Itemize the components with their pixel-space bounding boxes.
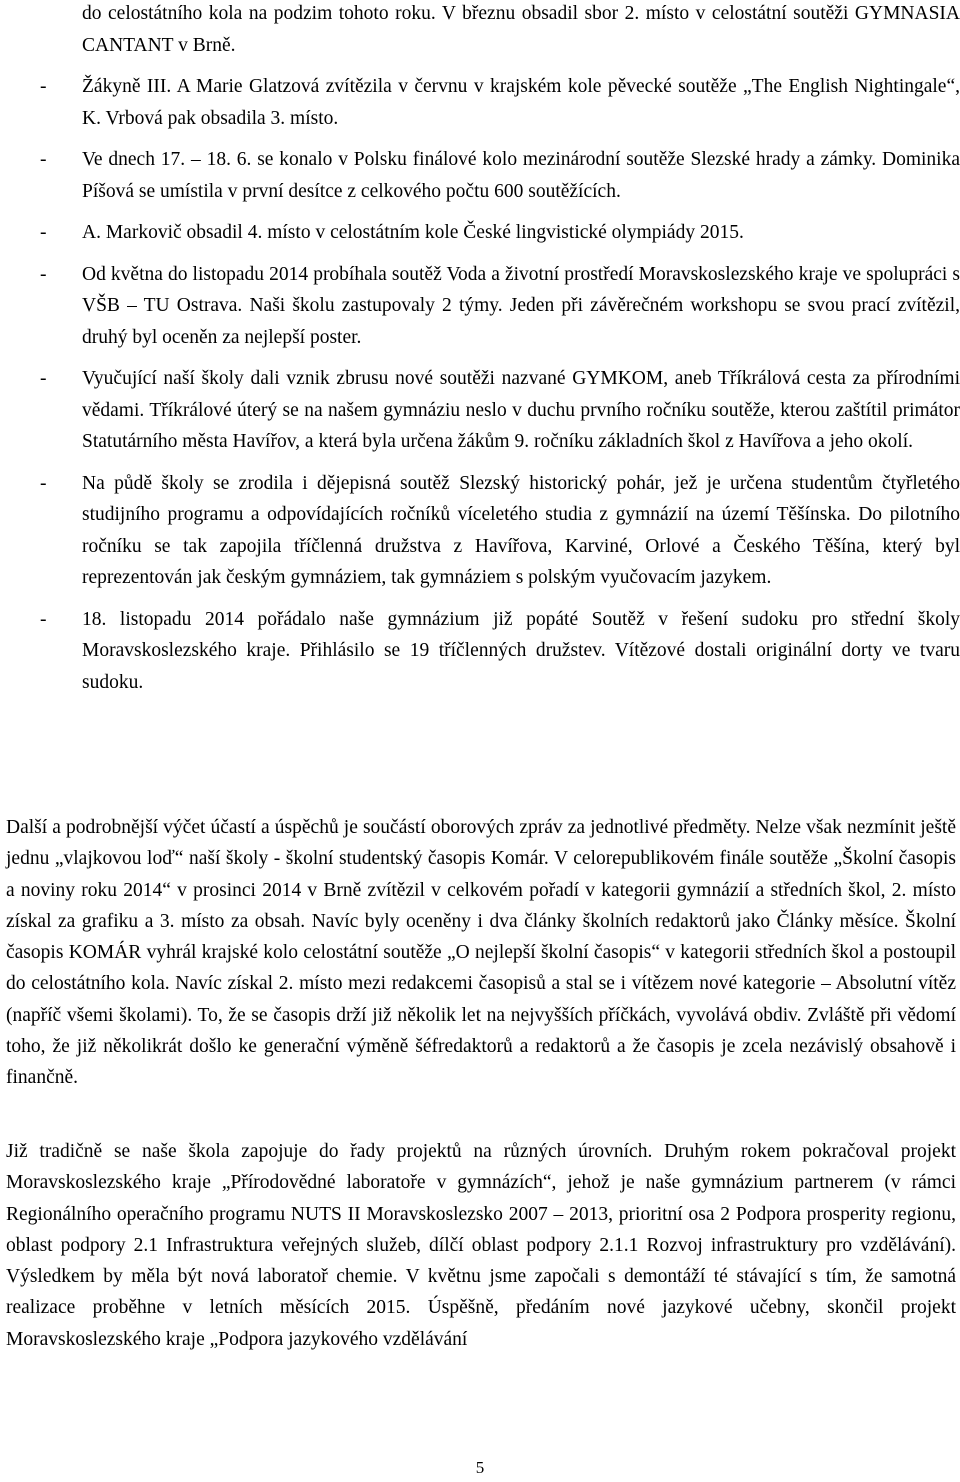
list-dash: - [40,368,47,389]
list-item [36,71,960,134]
list-item [36,217,960,249]
achievement-list [36,0,960,698]
paragraph-projects: Již tradičně se naše škola zapojuje do řady projektů na různých úrovních. Druhým rokem pokračoval projekt Moravskoslezského kraje „Přírodovědné laboratoře v gymnázích“, jehož je naše gymnázium partnerem (v rámci Regionálního operačního programu NUTS II Moravskoslezsko 2007 – 2013, prioritní osa 2 Podpora prosperity regionu, oblast podpory 2.1 Infrastruktura veřejných služeb, dílčí oblast podpory 2.1.1 Rozvoj infrastruktury pro vzdělávání). Výsledkem by měla být nová laboratoř chemie. V květnu jsme započali s demontáží té stávající s tím, že samotná realizace proběhne v letních měsících 2015. Úspěšně, předáním nové jazykové učebny, skončil projekt Moravskoslezského kraje „Podpora jazykového vzdělávání [6,1141,956,1350]
page-number: 5 [475,1458,485,1477]
list-dash: - [40,149,47,170]
list-item [36,259,960,354]
list-item [36,468,960,594]
list-item-text: Ve dnech 17. – 18. 6. se konalo v Polsku finálové kolo mezinárodní soutěže Slezské hrady a zámky. Dominika Píšová se umístila v první desítce z celkového počtu 600 soutěžících. [82,149,960,202]
list-dash: - [40,222,47,243]
paragraph-komar: Další a podrobnější výčet účastí a úspěchů je součástí oborových zpráv za jednotlivé předměty. Nelze však nezmínit ještě jednu „vlajkovou loď“ naší školy - školní studentský časopis Komár. V celorepublikovém finále soutěže „Školní časopis a noviny roku 2014“ v prosinci 2014 v Brně zvítězil v celkovém pořadí v kategorii gymnázií a středních škol, 2. místo získal za grafiku a 3. místo za obsah. Navíc byly oceněny i dva články školních redaktorů jako Články měsíce. Školní časopis KOMÁR vyhrál krajské kolo celostátní soutěže „O nejlepší školní časopis“ v kategorii středních škol a postoupil do celostátního kola. Navíc získal 2. místo mezi redakcemi časopisů a stal se i vítězem nové kategorie – Absolutní vítěz (napříč všemi školami). To, že se časopis drží již několik let na nejvyšších příčkách, vyvolává obdiv. Zvláště při vědomí toho, že již několikrát došlo ke generační výměně šéfredaktorů a redaktorů a že časopis je zcela nezávislý obsahově i finančně. [6,817,956,1089]
list-item-text: Na půdě školy se zrodila i dějepisná soutěž Slezský historický pohár, jež je určena studentům čtyřletého studijního programu a odpovídajících ročníků víceletého studia z gymnázií na území Těšínska. Do pilotního ročníku se tak zapojila tříčlenná družstva z Havířova, Karviné, Orlové a Českého Těšína, který byl reprezentován jak českým gymnáziem, tak gymnáziem s polským vyučovacím jazykem. [82,472,960,588]
list-item [36,604,960,699]
list-item [36,144,960,207]
list-dash: - [40,76,47,97]
list-dash: - [40,263,47,285]
list-item-text: 18. listopadu 2014 pořádalo naše gymnázium již popáté Soutěž v řešení sudoku pro střední školy Moravskoslezského kraje. Přihlásilo se 19 tříčlenných družstev. Vítězové dostali originální dorty ve tvaru sudoku. [82,608,960,693]
list-item [36,0,960,61]
list-item-text: do celostátního kola na podzim tohoto roku. V březnu obsadil sbor 2. místo v celostátní soutěži GYMNASIA CANTANT v Brně. [82,3,960,56]
list-item [36,363,960,458]
list-item-text: Vyučující naší školy dali vznik zbrusu nové soutěži nazvané GYMKOM, aneb Tříkrálová cesta za přírodními vědami. Tříkrálové úterý se na našem gymnáziu neslo v duchu prvního ročníku soutěže, kterou zaštítil primátor Statutárního města Havířov, a která byla určena žákům 9. ročníku základních škol z Havířova a jeho okolí. [82,368,960,452]
list-item-text: Od května do listopadu 2014 probíhala soutěž Voda a životní prostředí Moravskoslezského kraje ve spolupráci s VŠB – TU Ostrava. Naši školu zastupovaly 2 týmy. Jeden při závěrečném workshopu se svou prací zvítězil, druhý byl oceněn za nejlepší poster. [82,263,960,348]
list-item-text: A. Markovič obsadil 4. místo v celostátním kole České lingvistické olympiády 2015. [82,222,744,243]
list-dash: - [40,608,47,630]
list-dash: - [40,472,47,494]
list-item-text: Žákyně III. A Marie Glatzová zvítězila v červnu v krajském kole pěvecké soutěže „The English Nightingale“, K. Vrbová pak obsadila 3. místo. [82,76,960,129]
